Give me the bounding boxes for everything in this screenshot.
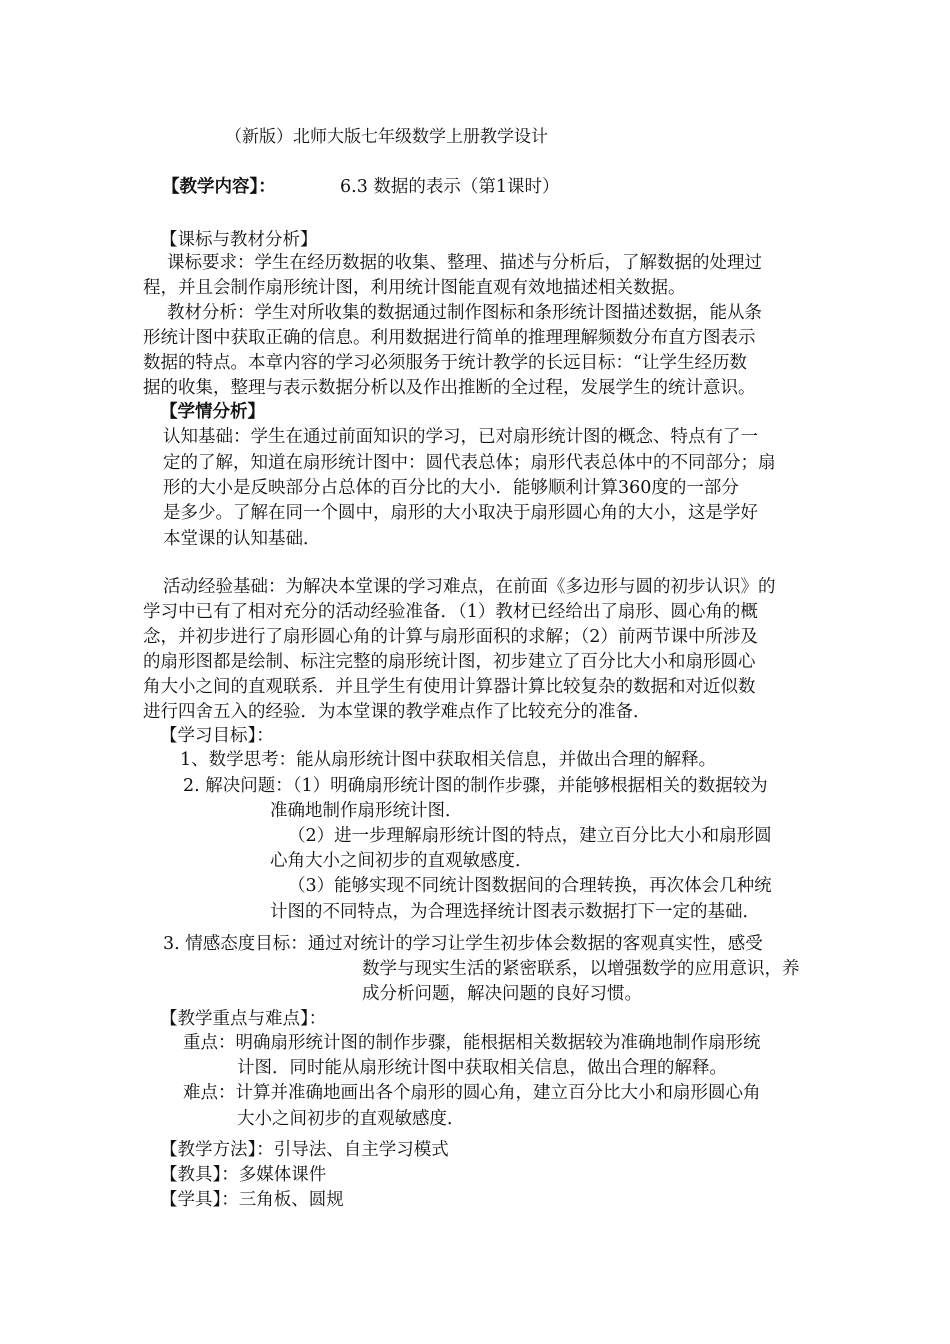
activity-line: 的扇形图都是绘制、标注完整的扇形统计图，初步建立了百分比大小和扇形圆心 [143,652,756,672]
method-heading: 【教学方法】： [160,1140,274,1160]
student-line: 认知基础：学生在通过前面知识的学习，已对扇形统计图的概念、特点有了一 [163,427,758,447]
activity-line: 活动经验基础：为解决本堂课的学习难点，在前面《多边形与圆的初步认识》的 [163,577,776,597]
goal-line: 1、数学思考：能从扇形统计图中获取相关信息，并做出合理的解释。 [180,750,717,770]
content-heading: 【教学内容】： [162,177,276,197]
curriculum-heading: 【课标与教材分析】 [160,230,318,250]
goal-line: 成分析问题，解决问题的良好习惯。 [362,984,642,1004]
document-title: （新版）北师大版七年级数学上册教学设计 [225,127,548,147]
goals-heading: 【学习目标】： [160,726,274,746]
curriculum-line: 据的收集，整理与表示数据分析以及作出推断的全过程，发展学生的统计意识。 [143,378,756,398]
goal-line: 3. 情感态度目标：通过对统计的学习让学生初步体会数据的客观真实性，感受 [163,934,763,954]
goal-line: 心角大小之间初步的直观敏感度． [270,851,533,871]
curriculum-line: 教材分析：学生对所收集的数据通过制作图标和条形统计图描述数据，能从条 [167,303,762,323]
student-line: 定的了解，知道在扇形统计图中：圆代表总体；扇形代表总体中的不同部分；扇 [163,453,776,473]
method-value: 引导法、自主学习模式 [273,1140,449,1160]
student-line: 本堂课的认知基础． [163,529,321,549]
goal-line: 准确地制作扇形统计图． [270,801,463,821]
learning-aids-value: 三角板、圆规 [238,1190,344,1210]
method-row [160,1137,449,1163]
keypoints-line: 重点：明确扇形统计图的制作步骤，能根据相关数据较为准确地制作扇形统 [183,1033,761,1053]
curriculum-line: 程，并且会制作扇形统计图，利用统计图能直观有效地描述相关数据。 [143,278,686,298]
goal-line: （2）进一步理解扇形统计图的特点，建立百分比大小和扇形圆 [288,826,772,846]
learning-aids-heading: 【学具】： [160,1190,239,1210]
goal-line: 计图的不同特点，为合理选择统计图表示数据打下一定的基础． [270,902,760,922]
activity-line: 进行四舍五入的经验．为本堂课的教学难点作了比较充分的准备． [143,702,651,722]
keypoints-heading: 【教学重点与难点】： [160,1009,327,1029]
goal-line: 数学与现实生活的紧密联系，以增强数学的应用意识，养 [362,959,800,979]
activity-line: 念，并初步进行了扇形圆心角的计算与扇形面积的求解；（2）前两节课中所涉及 [143,627,758,647]
keypoints-line: 大小之间初步的直观敏感度． [237,1109,465,1129]
activity-line: 学习中已有了相对充分的活动经验准备．（1）教材已经给出了扇形、圆心角的概 [143,602,758,622]
curriculum-line: 形统计图中获取正确的信息。利用数据进行简单的推理理解频数分布直方图表示 [143,328,756,348]
student-line: 是多少。了解在同一个圆中，扇形的大小取决于扇形圆心角的大小，这是学好 [163,503,758,523]
curriculum-line: 数据的特点。本章内容的学习必须服务于统计教学的长远目标：“让学生经历数 [143,353,747,373]
keypoints-line: 难点：计算并准确地画出各个扇形的圆心角，建立百分比大小和扇形圆心角 [183,1083,761,1103]
activity-line: 角大小之间的直观联系．并且学生有使用计算器计算比较复杂的数据和对近似数 [143,677,756,697]
teaching-aids-row [160,1162,326,1188]
goal-line: 2. 解决问题：（1）明确扇形统计图的制作步骤，并能够根据相关的数据较为 [183,776,768,796]
student-heading: 【学情分析】 [160,402,265,422]
teaching-aids-value: 多媒体课件 [238,1165,327,1185]
goal-line: （3）能够实现不同统计图数据间的合理转换，再次体会几种统 [288,876,772,896]
student-line: 形的大小是反映部分占总体的百分比的大小．能够顺利计算360度的一部分 [163,478,739,498]
learning-aids-row [160,1187,344,1213]
keypoints-line: 计图．同时能从扇形统计图中获取相关信息，做出合理的解释。 [237,1058,727,1078]
teaching-aids-heading: 【教具】： [160,1165,239,1185]
curriculum-line: 课标要求：学生在经历数据的收集、整理、描述与分析后，了解数据的处理过 [167,253,762,273]
content-value: 6.3 数据的表示（第1课时） [340,177,560,197]
